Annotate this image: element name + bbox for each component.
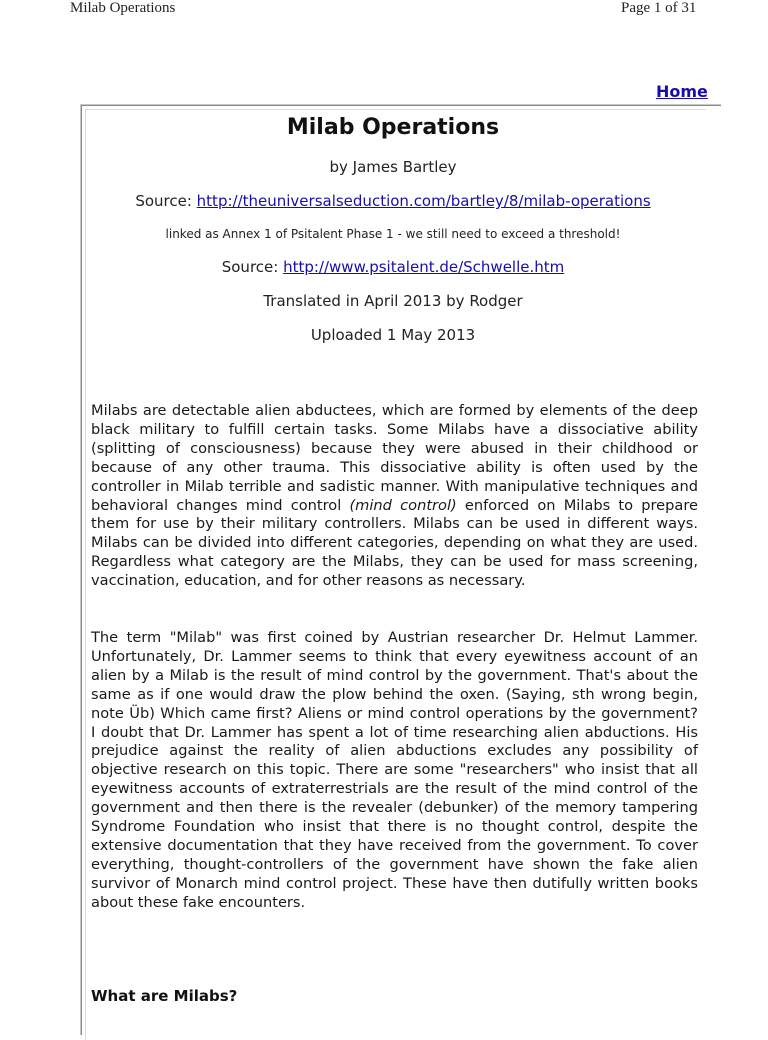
paragraph-1: Milabs are detectable alien abductees, which are formed by elements of the deep black military to fulfill certain tasks. Some Milabs have a dissociative ability (splitting of consciousness) because they were abused in their childhood or because of any other trauma. This dissociative ability is often used by the controller in Milab terrible and sadistic manner. With manipulative techniques and behavioral changes mind control (mind control) enforced on Milabs to prepare them for use by their military controllers. Milabs can be used in different ways. Milabs can be divided into different categories, depending on what they are used. Regardless what category are the Milabs, they can be used for mass screening, vaccination, education, and for other reasons as necessary. bbox=[91, 402, 699, 590]
source-line-1 bbox=[88, 192, 698, 210]
section-heading: What are Milabs? bbox=[91, 987, 238, 1005]
document-title: Milab Operations bbox=[70, 0, 176, 16]
source-label-1: Source: bbox=[135, 192, 197, 210]
byline: by James Bartley bbox=[329, 158, 457, 176]
italic-term: (mind control) bbox=[349, 496, 457, 514]
pdf-page-header bbox=[0, 0, 768, 22]
source-link-2[interactable]: http://www.psitalent.de/Schwelle.htm bbox=[283, 258, 565, 276]
home-link[interactable]: Home bbox=[656, 82, 708, 101]
article-body bbox=[88, 110, 698, 1024]
source-line-2 bbox=[88, 258, 698, 276]
upload-date: Uploaded 1 May 2013 bbox=[310, 326, 476, 344]
page-indicator: Page 1 of 31 bbox=[621, 0, 697, 16]
translation-note: Translated in April 2013 by Rodger bbox=[263, 292, 523, 310]
source-label-2: Source: bbox=[221, 258, 284, 276]
source-link-1[interactable]: http://theuniversalseduction.com/bartley/8/milab-operations bbox=[196, 192, 651, 210]
article-title: Milab Operations bbox=[286, 115, 500, 140]
annex-note: linked as Annex 1 of Psitalent Phase 1 - we still need to exceed a threshold! bbox=[165, 227, 621, 241]
paragraph-2: The term "Milab" was first coined by Austrian researcher Dr. Helmut Lammer. Unfortunately, Dr. Lammer seems to think that every eyewitness account of an alien by a Milab is the result of mind control by the government. That's about the same as if one would draw the plow behind the oxen. (Saying, sth wrong begin, note Üb) Which came first? Aliens or mind control operations by the government? I doubt that Dr. Lammer has spent a lot of time researching alien abductions. His prejudice against the reality of alien abductions excludes any possibility of objective research on this topic. There are some "researchers" who insist that all eyewitness accounts of extraterrestrials are the result of the mind control of the government and then there is the revealer (debunker) of the memory tampering Syndrome Foundation who insist that there is no thought control, despite the extensive documentation that they have received from the government. To cover everything, thought-controllers of the government have shown the fake alien survivor of Monarch mind control project. These have then dutifully written books about these fake encounters. bbox=[91, 629, 698, 911]
